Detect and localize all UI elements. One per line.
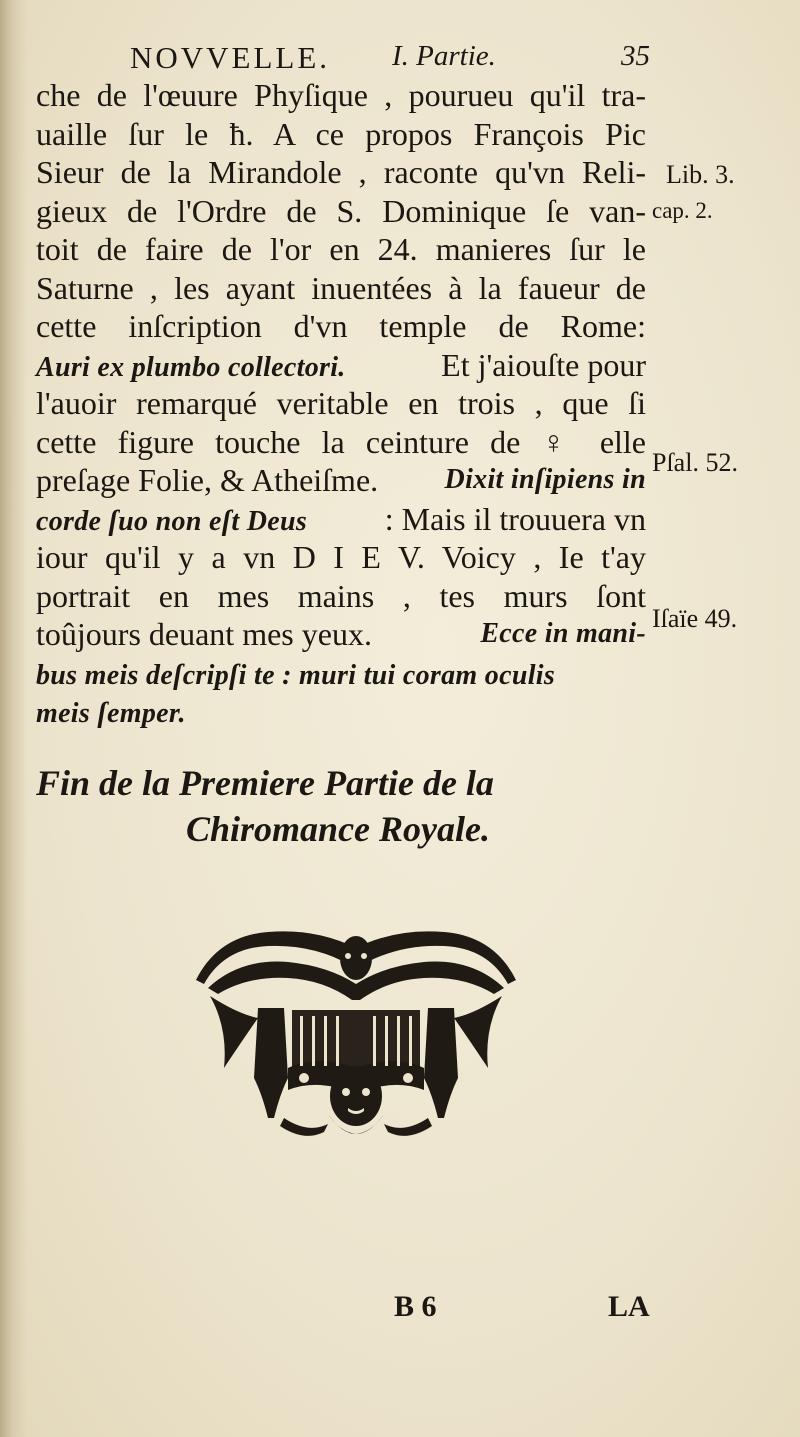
margin-note-lib: Lib. 3. — [666, 160, 735, 189]
page-number: 35 — [621, 40, 650, 72]
text-line — [36, 346, 646, 385]
text-fragment: toûjours deuant mes yeux. — [36, 616, 372, 652]
closing-line-2: Chiromance Royale. — [186, 809, 490, 849]
closing-line-1: Fin de la Premiere Partie de la — [36, 763, 494, 803]
text-line — [36, 654, 646, 693]
margin-note-isaie: Iſaïe 49. — [652, 604, 738, 633]
latin-quote: meis ſemper. — [36, 698, 186, 729]
text-line: toit de faire de l'or en 24. manieres ſur le — [36, 231, 646, 267]
text-line: Sieur de la Mirandole , raconte qu'vn Reli- — [36, 154, 646, 190]
text-fragment: Et j'aiouſte pour — [441, 346, 646, 383]
margin-note-psal: Pſal. 52. — [652, 448, 738, 477]
running-title: NOVVELLE. — [130, 40, 331, 75]
margin-note-cap: cap. 2. — [652, 198, 713, 223]
tailpiece-ornament-icon — [188, 918, 524, 1154]
latin-quote: Ecce in mani- — [480, 618, 646, 649]
part-label: I. Partie. — [392, 40, 496, 72]
text-line: portrait en mes mains , tes murs ſont — [36, 577, 646, 614]
text-line: iour qu'il y a vn D I E V. Voicy , Ie t'ay — [36, 539, 646, 575]
text-line — [36, 461, 646, 500]
catchword: LA — [608, 1290, 650, 1323]
text-line: uaille ſur le ħ. A ce propos François Pic — [36, 115, 646, 152]
text-fragment: : Mais il trouuera vn — [384, 500, 646, 537]
latin-quote: Auri ex plumbo collectori. — [36, 351, 346, 383]
text-line — [36, 615, 646, 654]
latin-quote: corde ſuo non eſt Deus — [36, 505, 308, 537]
gutter-shadow — [0, 0, 28, 1437]
text-line — [36, 500, 646, 539]
closing-colophon — [36, 760, 656, 852]
text-line: cette inſcription d'vn temple de Rome: — [36, 308, 646, 344]
text-line: Saturne , les ayant inuentées à la faueur de — [36, 269, 646, 306]
text-line: cette figure touche la ceinture de ♀ elle — [36, 423, 646, 460]
text-line: l'auoir remarqué veritable en trois , que ſi — [36, 385, 646, 421]
text-line — [36, 692, 646, 731]
text-line: gieux de l'Ordre de S. Dominique ſe van- — [36, 192, 646, 229]
body-text — [36, 76, 646, 731]
signature-mark: B 6 — [394, 1290, 437, 1323]
latin-quote: Dixit inſipiens in — [444, 464, 646, 495]
text-fragment: preſage Folie, & Atheiſme. — [36, 462, 379, 498]
text-line: che de l'œuure Phyſique , pourueu qu'il tra- — [36, 77, 646, 113]
latin-quote: bus meis deſcripſi te : muri tui coram oculis — [36, 659, 556, 691]
